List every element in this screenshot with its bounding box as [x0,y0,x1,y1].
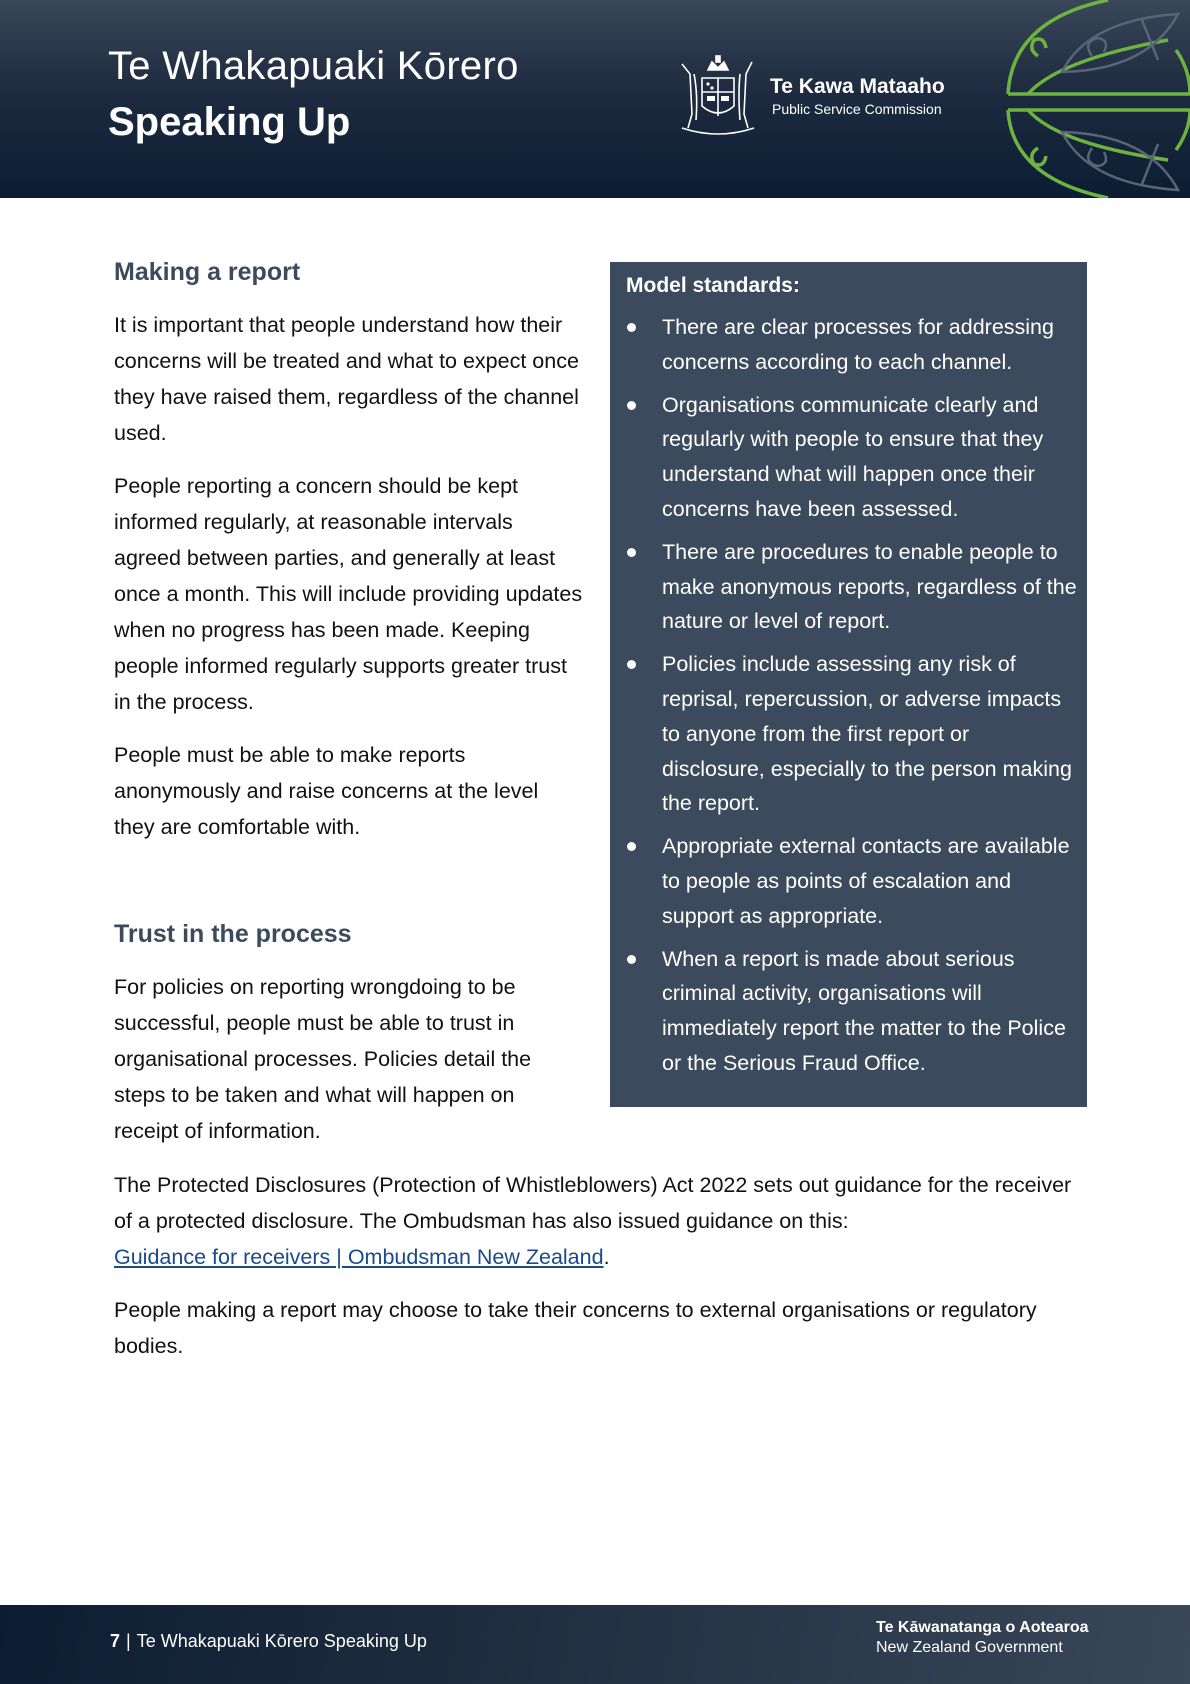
paragraph-external-organisations: People making a report may choose to take their concerns to external organisations or regulatory bodies. [114,1298,1037,1358]
bullet-icon [627,842,636,851]
org-name: Te Kawa Mataaho [770,75,945,98]
footer-page-info [110,1631,427,1652]
page-number: 7 [110,1631,121,1651]
bullet-icon [627,548,636,557]
list-item: Policies include assessing any risk of reprisal, repercussion, or adverse impacts to anyone from the first report or disclosure, especially to the person making the report. [610,647,1087,821]
paragraph: For policies on reporting wrongdoing to be successful, people must be able to trust in organisational processes. Policies detail the steps to be taken and what will happen on receipt of information. [114,975,532,1143]
heading-trust-in-the-process: Trust in the process [114,920,352,948]
ombudsman-guidance-link[interactable]: Guidance for receivers | Ombudsman New Zealand [114,1245,604,1269]
gov-subtitle: New Zealand Government [876,1639,1063,1656]
model-standards-list [610,310,1087,1089]
list-item: Organisations communicate clearly and regularly with people to ensure that they understand what will happen once their concerns have been assessed. [610,388,1087,527]
list-item: There are clear processes for addressing concerns according to each channel. [610,310,1087,380]
paragraph: People reporting a concern should be kept informed regularly, at reasonable intervals agreed between parties, and generally at least once a month. This will include providing updates when no progress has been made. Keeping people informed regularly supports greater trust in the process. [114,474,583,714]
model-standards-title: Model standards: [626,274,800,297]
heading-making-a-report: Making a report [114,258,301,286]
list-item: When a report is made about serious criminal activity, organisations will immediately report the matter to the Police or the Serious Fraud Office. [610,942,1087,1081]
org-subtitle: Public Service Commission [772,101,942,117]
page-header [0,0,1190,198]
bullet-icon [627,955,636,964]
bullet-icon [627,401,636,410]
footer-doc-title: Te Whakapuaki Kōrero Speaking Up [136,1631,427,1651]
paragraph-protected-disclosures: The Protected Disclosures (Protection of Whistleblowers) Act 2022 sets out guidance for the receiver of a protected disclosure. The Ombudsman has also issued guidance on this: Guidance for receivers | Ombudsman New Zealand. [114,1173,1072,1269]
page-footer [0,1605,1190,1684]
bullet-icon [627,323,636,332]
list-item: There are procedures to enable people to make anonymous reports, regardless of the nature or level of report. [610,535,1087,639]
model-standards-box [610,262,1087,1107]
nz-coat-of-arms-icon [672,54,764,140]
koru-pattern-icon [998,0,1190,198]
list-item: Appropriate external contacts are available to people as points of escalation and support as appropriate. [610,829,1087,933]
bullet-icon [627,660,636,669]
footer-separator: | [126,1631,131,1651]
title-english: Speaking Up [108,100,351,144]
paragraph: It is important that people understand how their concerns will be treated and what to expect once they have raised them, regardless of the channel used. [114,313,579,445]
paragraph: People must be able to make reports anonymously and raise concerns at the level they are comfortable with. [114,743,539,839]
title-maori: Te Whakapuaki Kōrero [108,44,519,88]
gov-name: Te Kāwanatanga o Aotearoa [876,1619,1089,1636]
